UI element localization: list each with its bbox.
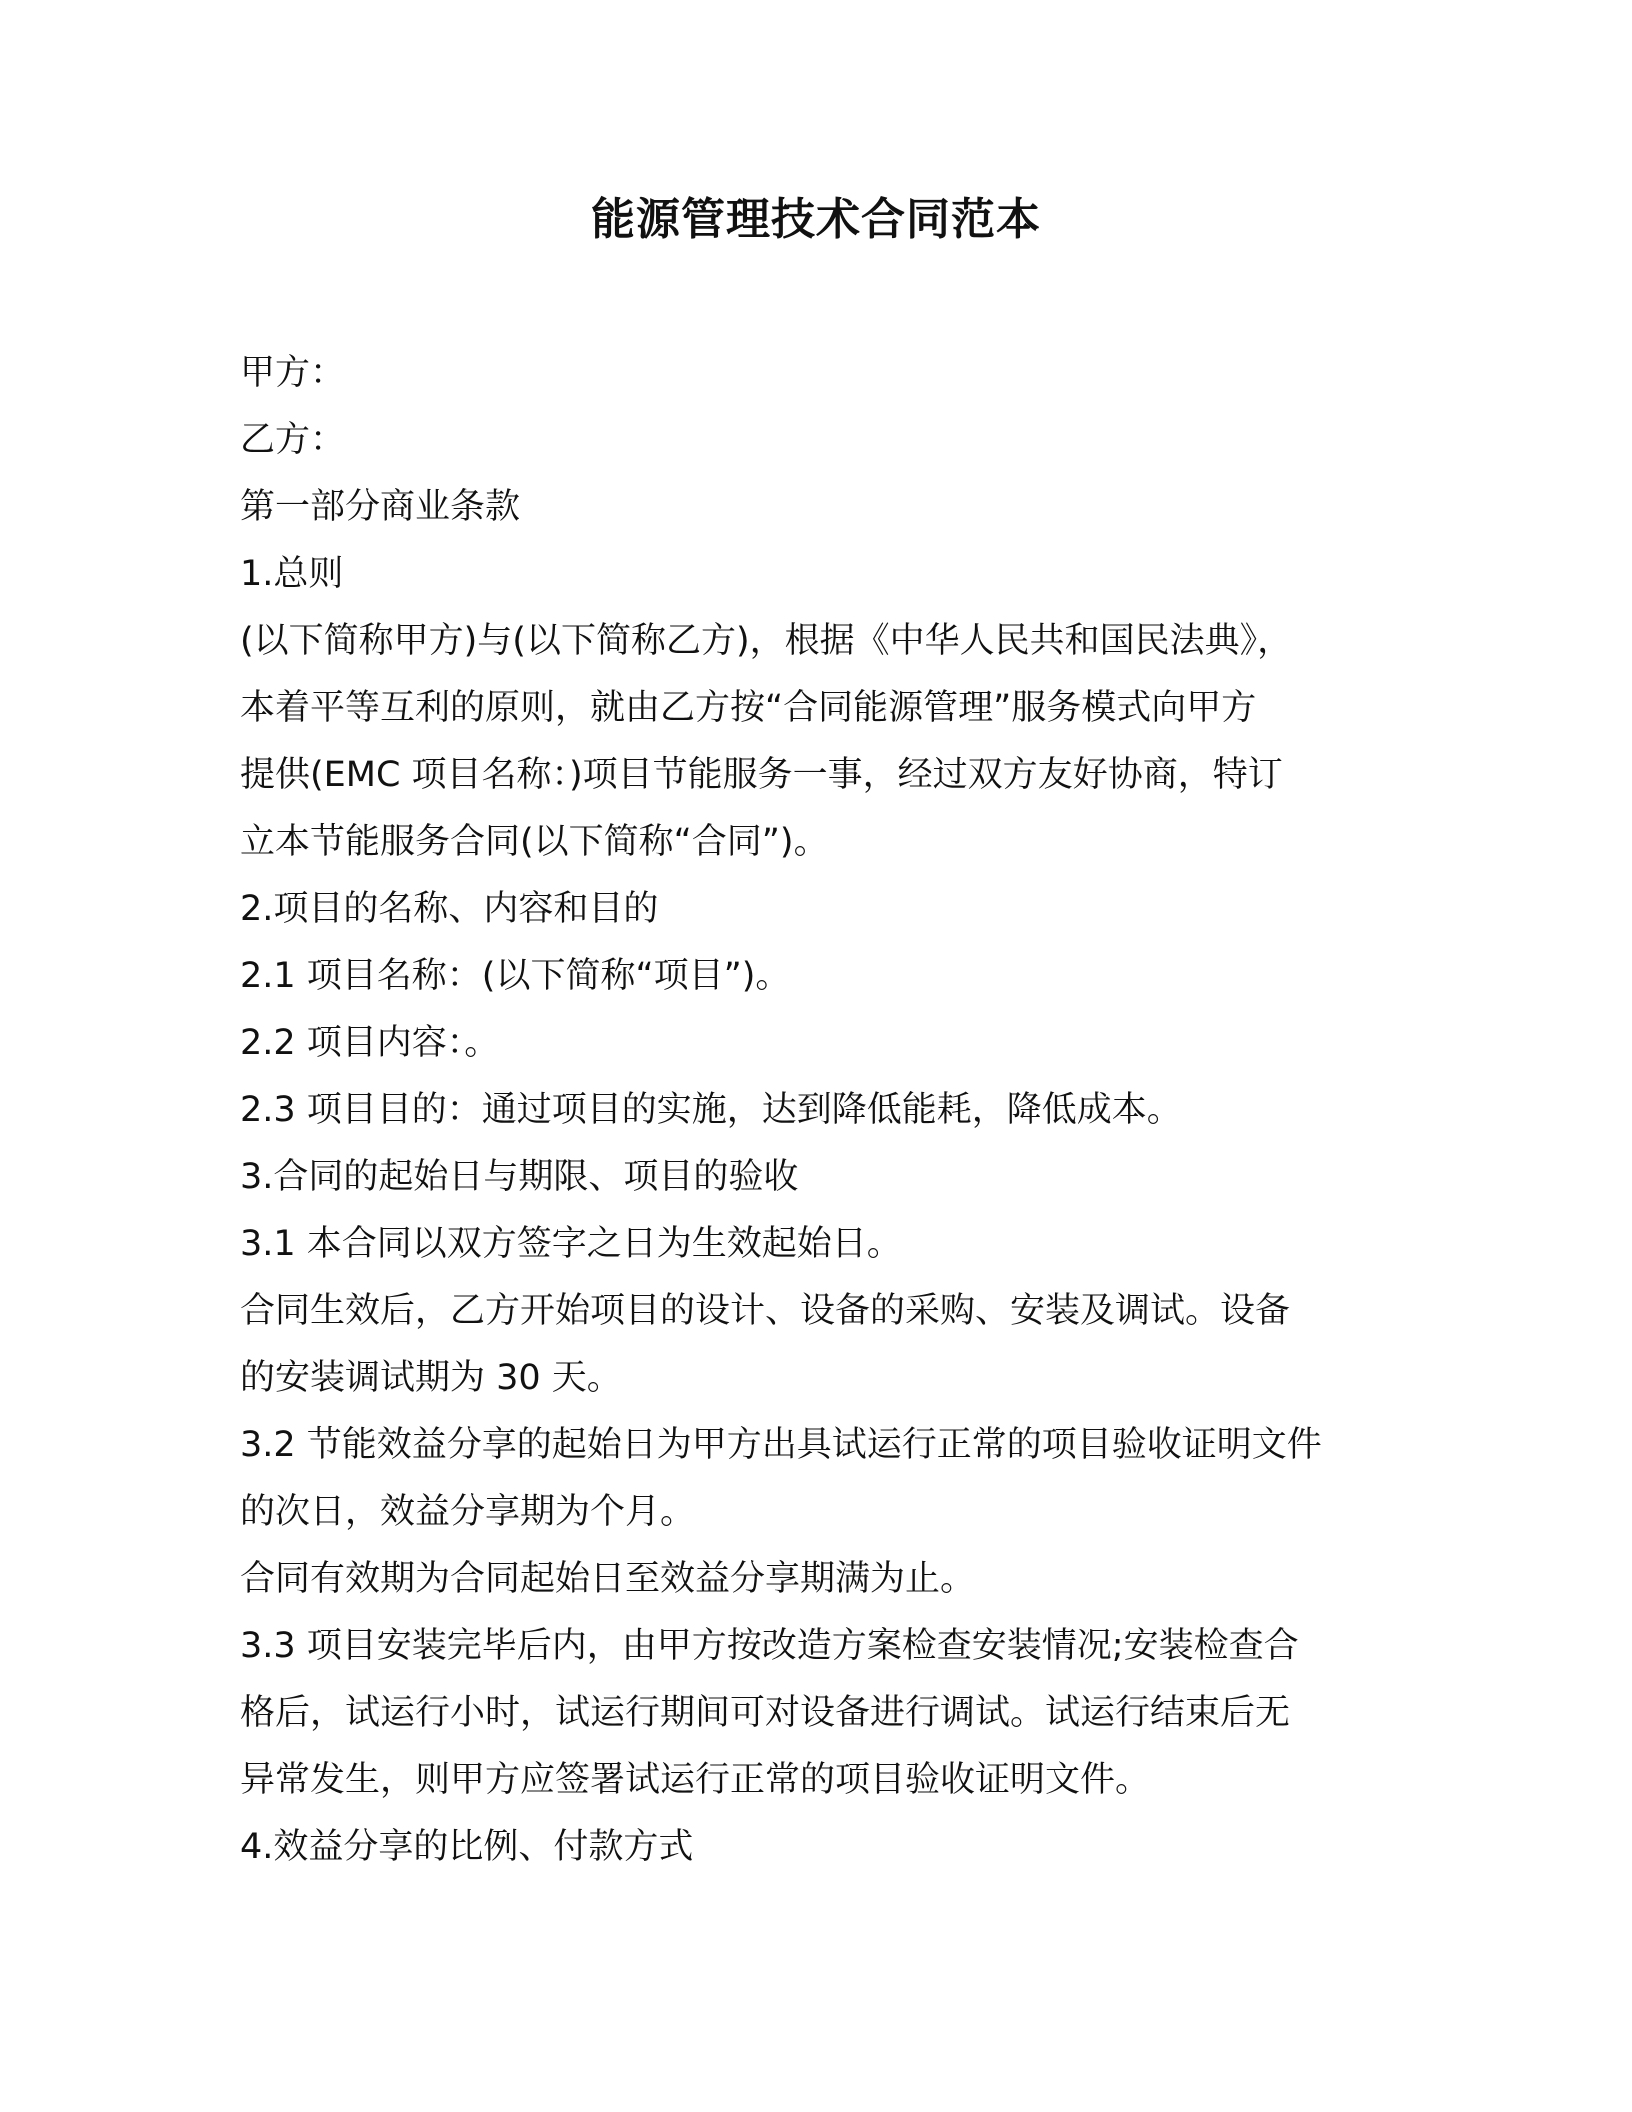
clause-heading-4: 4.效益分享的比例、付款方式 [240, 1827, 694, 1867]
clause-heading-3: 3.合同的起始日与期限、项目的验收 [240, 1157, 799, 1197]
paragraph-line: 格后，试运行小时，试运行期间可对设备进行调试。试运行结束后无 [240, 1693, 1291, 1733]
clause-2-2: 2.2 项目内容：。 [240, 1023, 500, 1063]
clause-heading-2: 2.项目的名称、内容和目的 [240, 889, 659, 929]
clause-3-2: 3.2 节能效益分享的起始日为甲方出具试运行正常的项目验收证明文件 [240, 1425, 1322, 1465]
document-body [240, 340, 1390, 1881]
section-heading-part-one: 第一部分商业条款 [240, 487, 521, 527]
party-b-line: 乙方： [240, 420, 346, 460]
clause-2-3: 2.3 项目目的：通过项目的实施，达到降低能耗，降低成本。 [240, 1090, 1182, 1130]
party-a-line: 甲方： [240, 353, 346, 393]
paragraph-line: 的次日，效益分享期为个月。 [240, 1492, 696, 1532]
paragraph-line: 异常发生，则甲方应签署试运行正常的项目验收证明文件。 [240, 1760, 1151, 1800]
paragraph-line: (以下简称甲方)与(以下简称乙方)，根据《中华人民共和国民法典》， [240, 621, 1293, 661]
paragraph-line: 合同生效后，乙方开始项目的设计、设备的采购、安装及调试。设备 [240, 1291, 1291, 1331]
clause-2-1: 2.1 项目名称：(以下简称“项目”)。 [240, 956, 791, 996]
paragraph-line: 提供(EMC 项目名称：)项目节能服务一事，经过双方友好协商，特订 [240, 755, 1283, 795]
document-title: 能源管理技术合同范本 [591, 194, 1041, 245]
paragraph-line: 的安装调试期为 30 天。 [240, 1358, 622, 1398]
clause-3-3: 3.3 项目安装完毕后内，由甲方按改造方案检查安装情况;安装检查合 [240, 1626, 1299, 1666]
paragraph-line: 立本节能服务合同(以下简称“合同”)。 [240, 822, 829, 862]
clause-3-1: 3.1 本合同以双方签字之日为生效起始日。 [240, 1224, 902, 1264]
paragraph-line: 合同有效期为合同起始日至效益分享期满为止。 [240, 1559, 976, 1599]
paragraph-line: 本着平等互利的原则，就由乙方按“合同能源管理”服务模式向甲方 [240, 688, 1257, 728]
clause-heading-1: 1.总则 [240, 554, 344, 594]
